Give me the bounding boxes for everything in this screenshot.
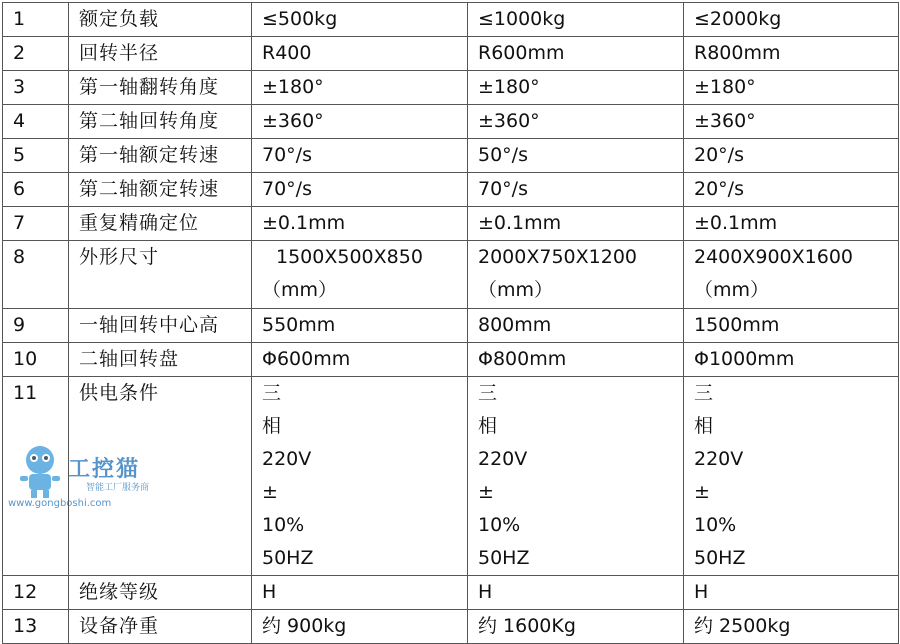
param-name: 回转半径	[69, 37, 252, 71]
param-name: 重复精确定位	[69, 207, 252, 241]
row-number: 2	[3, 37, 69, 71]
value-cell: 70°/s	[252, 139, 468, 173]
value-cell: 70°/s	[468, 173, 684, 207]
value-cell: 20°/s	[684, 173, 899, 207]
power-frequency: 50HZ	[478, 547, 530, 569]
table-row	[3, 37, 899, 71]
param-name: 第一轴翻转角度	[69, 71, 252, 105]
row-number: 7	[3, 207, 69, 241]
row-number: 3	[3, 71, 69, 105]
value-cell: R800mm	[684, 37, 899, 71]
row-number: 10	[3, 343, 69, 377]
dimension-value: 1500X500X850	[276, 246, 423, 268]
value-cell: 800mm	[468, 309, 684, 343]
value-cell: ≤500kg	[252, 3, 468, 37]
dimension-value: 2000X750X1200	[478, 246, 638, 268]
value-cell: ≤2000kg	[684, 3, 899, 37]
table-row	[3, 105, 899, 139]
dimension-unit: （mm）	[694, 279, 770, 301]
spec-table	[2, 2, 899, 644]
param-name: 供电条件	[69, 377, 252, 576]
value-cell: ±0.1mm	[468, 207, 684, 241]
value-cell: 约 2500kg	[684, 610, 899, 644]
value-cell: 550mm	[252, 309, 468, 343]
param-name: 二轴回转盘	[69, 343, 252, 377]
value-cell: R400	[252, 37, 468, 71]
value-cell: ±180°	[684, 71, 899, 105]
table-row	[3, 343, 899, 377]
value-cell	[252, 241, 468, 309]
value-cell: 1500mm	[684, 309, 899, 343]
power-spec: 三 相 220V ± 10%	[262, 382, 312, 536]
table-row	[3, 173, 899, 207]
table-row	[3, 576, 899, 610]
value-cell: R600mm	[468, 37, 684, 71]
table-row	[3, 139, 899, 173]
value-cell	[684, 241, 899, 309]
value-cell	[684, 377, 899, 576]
watermark-brand: 工控猫	[68, 457, 141, 482]
row-number: 9	[3, 309, 69, 343]
robot-mascot-icon	[12, 440, 68, 500]
value-cell: 50°/s	[468, 139, 684, 173]
table-row	[3, 3, 899, 37]
param-name: 额定负载	[69, 3, 252, 37]
param-name: 第二轴回转角度	[69, 105, 252, 139]
value-cell	[252, 377, 468, 576]
value-cell: ±360°	[252, 105, 468, 139]
param-name: 外形尺寸	[69, 241, 252, 309]
table-row	[3, 71, 899, 105]
value-cell: 70°/s	[252, 173, 468, 207]
value-cell	[468, 377, 684, 576]
row-number: 8	[3, 241, 69, 309]
value-cell: H	[468, 576, 684, 610]
param-name: 设备净重	[69, 610, 252, 644]
value-cell: ±180°	[252, 71, 468, 105]
dimension-value: 2400X900X1600	[694, 246, 854, 268]
watermark-logo	[8, 440, 198, 520]
row-number: 5	[3, 139, 69, 173]
param-name: 一轴回转中心高	[69, 309, 252, 343]
value-cell: ±180°	[468, 71, 684, 105]
table-row	[3, 241, 899, 309]
value-cell: 约 1600Kg	[468, 610, 684, 644]
row-number: 13	[3, 610, 69, 644]
dimension-unit: （mm）	[262, 279, 338, 301]
power-spec: 三 相 220V ± 10%	[478, 382, 528, 536]
table-row	[3, 309, 899, 343]
dimension-unit: （mm）	[478, 279, 554, 301]
row-number: 12	[3, 576, 69, 610]
param-name: 绝缘等级	[69, 576, 252, 610]
watermark-url: www.gongboshi.com	[8, 498, 112, 509]
value-cell: H	[684, 576, 899, 610]
table-row	[3, 610, 899, 644]
row-number: 6	[3, 173, 69, 207]
power-frequency: 50HZ	[694, 547, 746, 569]
value-cell: Φ800mm	[468, 343, 684, 377]
row-number: 1	[3, 3, 69, 37]
power-spec: 三 相 220V ± 10%	[694, 382, 744, 536]
param-name: 第二轴额定转速	[69, 173, 252, 207]
value-cell: ±0.1mm	[684, 207, 899, 241]
value-cell	[468, 241, 684, 309]
value-cell: 20°/s	[684, 139, 899, 173]
value-cell: Φ600mm	[252, 343, 468, 377]
value-cell: H	[252, 576, 468, 610]
value-cell: ±360°	[468, 105, 684, 139]
value-cell: ±0.1mm	[252, 207, 468, 241]
value-cell: ±360°	[684, 105, 899, 139]
value-cell: Φ1000mm	[684, 343, 899, 377]
value-cell: 约 900kg	[252, 610, 468, 644]
row-number: 4	[3, 105, 69, 139]
value-cell: ≤1000kg	[468, 3, 684, 37]
watermark-tagline: 智能工厂服务商	[86, 483, 150, 493]
power-frequency: 50HZ	[262, 547, 314, 569]
row-number: 11	[3, 377, 69, 576]
param-name: 第一轴额定转速	[69, 139, 252, 173]
table-row	[3, 207, 899, 241]
